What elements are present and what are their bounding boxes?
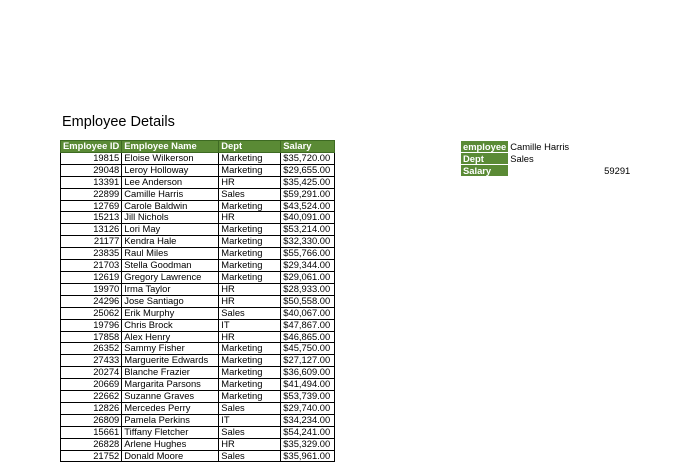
cell-salary[interactable]: $29,061.00 bbox=[281, 271, 335, 283]
cell-employee-id[interactable]: 26809 bbox=[61, 414, 122, 426]
cell-employee-id[interactable]: 15213 bbox=[61, 212, 122, 224]
cell-salary[interactable]: $46,865.00 bbox=[281, 331, 335, 343]
cell-dept[interactable]: Sales bbox=[219, 426, 281, 438]
table-row bbox=[61, 426, 335, 438]
cell-salary[interactable]: $35,329.00 bbox=[281, 438, 335, 450]
table-row bbox=[61, 450, 335, 462]
table-row bbox=[61, 438, 335, 450]
lookup-row-employee bbox=[461, 141, 632, 153]
cell-employee-id[interactable]: 26352 bbox=[61, 343, 122, 355]
table-row bbox=[61, 283, 335, 295]
sheet-title: Employee Details bbox=[62, 114, 175, 130]
lookup-panel bbox=[461, 141, 632, 177]
cell-salary[interactable]: $28,933.00 bbox=[281, 283, 335, 295]
cell-dept[interactable]: Marketing bbox=[219, 391, 281, 403]
cell-salary[interactable]: $53,739.00 bbox=[281, 391, 335, 403]
table-row bbox=[61, 414, 335, 426]
cell-employee-name[interactable]: Jill Nichols bbox=[122, 212, 219, 224]
lookup-dept-label: Dept bbox=[461, 153, 508, 165]
cell-employee-name[interactable]: Irma Taylor bbox=[122, 283, 219, 295]
lookup-salary-value[interactable]: 59291 bbox=[604, 165, 631, 176]
cell-salary[interactable]: $40,067.00 bbox=[281, 307, 335, 319]
cell-dept[interactable]: HR bbox=[219, 295, 281, 307]
table-row bbox=[61, 176, 335, 188]
header-employee-id[interactable]: Employee ID bbox=[61, 141, 122, 153]
table-row bbox=[61, 367, 335, 379]
cell-employee-name[interactable]: Jose Santiago bbox=[122, 295, 219, 307]
table-row bbox=[61, 307, 335, 319]
cell-salary[interactable]: $41,494.00 bbox=[281, 379, 335, 391]
cell-salary[interactable]: $45,750.00 bbox=[281, 343, 335, 355]
table-row bbox=[61, 212, 335, 224]
cell-employee-id[interactable]: 21703 bbox=[61, 260, 122, 272]
cell-employee-id[interactable]: 25062 bbox=[61, 307, 122, 319]
cell-employee-name[interactable]: Camille Harris bbox=[122, 188, 219, 200]
cell-employee-name[interactable]: Chris Brock bbox=[122, 319, 219, 331]
cell-salary[interactable]: $34,234.00 bbox=[281, 414, 335, 426]
table-row bbox=[61, 152, 335, 164]
lookup-row-dept bbox=[461, 153, 632, 165]
cell-employee-name[interactable]: Stella Goodman bbox=[122, 260, 219, 272]
cell-employee-id[interactable]: 19970 bbox=[61, 283, 122, 295]
cell-dept[interactable]: Sales bbox=[219, 402, 281, 414]
cell-employee-name[interactable]: Pamela Perkins bbox=[122, 414, 219, 426]
cell-salary[interactable]: $50,558.00 bbox=[281, 295, 335, 307]
cell-employee-name[interactable]: Marguerite Edwards bbox=[122, 355, 219, 367]
header-employee-name[interactable]: Employee Name bbox=[122, 141, 219, 153]
table-row bbox=[61, 188, 335, 200]
cell-employee-name[interactable]: Blanche Frazier bbox=[122, 367, 219, 379]
lookup-employee-label: employee bbox=[463, 141, 507, 152]
table-row bbox=[61, 391, 335, 403]
table-row bbox=[61, 343, 335, 355]
cell-employee-id[interactable]: 27433 bbox=[61, 355, 122, 367]
cell-employee-id[interactable]: 19815 bbox=[61, 152, 122, 164]
cell-dept[interactable]: HR bbox=[219, 212, 281, 224]
cell-dept[interactable]: Marketing bbox=[219, 379, 281, 391]
table-row bbox=[61, 260, 335, 272]
cell-employee-id[interactable]: 13391 bbox=[61, 176, 122, 188]
cell-dept[interactable]: IT bbox=[219, 319, 281, 331]
cell-salary[interactable]: $29,344.00 bbox=[281, 260, 335, 272]
cell-employee-name[interactable]: Suzanne Graves bbox=[122, 391, 219, 403]
cell-employee-name[interactable]: Gregory Lawrence bbox=[122, 271, 219, 283]
cell-employee-name[interactable]: Carole Baldwin bbox=[122, 200, 219, 212]
cell-employee-id[interactable]: 13126 bbox=[61, 224, 122, 236]
cell-dept[interactable]: Marketing bbox=[219, 260, 281, 272]
cell-employee-name[interactable]: Leroy Holloway bbox=[122, 164, 219, 176]
cell-employee-id[interactable]: 22899 bbox=[61, 188, 122, 200]
header-salary[interactable]: Salary bbox=[281, 141, 335, 153]
cell-employee-name[interactable]: Kendra Hale bbox=[122, 236, 219, 248]
cell-salary[interactable]: $54,241.00 bbox=[281, 426, 335, 438]
cell-employee-name[interactable]: Raul Miles bbox=[122, 248, 219, 260]
cell-dept[interactable]: Marketing bbox=[219, 248, 281, 260]
table-row bbox=[61, 402, 335, 414]
table-row bbox=[61, 331, 335, 343]
table-row bbox=[61, 271, 335, 283]
cell-salary[interactable]: $32,330.00 bbox=[281, 236, 335, 248]
cell-employee-id[interactable]: 21752 bbox=[61, 450, 122, 462]
table-row bbox=[61, 164, 335, 176]
table-header-row bbox=[61, 141, 335, 153]
cell-employee-name[interactable]: Donald Moore bbox=[122, 450, 219, 462]
cell-employee-id[interactable]: 20669 bbox=[61, 379, 122, 391]
cell-dept[interactable]: Marketing bbox=[219, 224, 281, 236]
cell-dept[interactable]: Marketing bbox=[219, 355, 281, 367]
cell-salary[interactable]: $53,214.00 bbox=[281, 224, 335, 236]
cell-dept[interactable]: HR bbox=[219, 283, 281, 295]
cell-salary[interactable]: $36,609.00 bbox=[281, 367, 335, 379]
table-row bbox=[61, 355, 335, 367]
cell-dept[interactable]: Marketing bbox=[219, 343, 281, 355]
cell-employee-id[interactable]: 22662 bbox=[61, 391, 122, 403]
cell-employee-id[interactable]: 17858 bbox=[61, 331, 122, 343]
cell-employee-id[interactable]: 12826 bbox=[61, 402, 122, 414]
cell-salary[interactable]: $35,720.00 bbox=[281, 152, 335, 164]
cell-dept[interactable]: HR bbox=[219, 438, 281, 450]
cell-employee-name[interactable]: Tiffany Fletcher bbox=[122, 426, 219, 438]
employee-table bbox=[60, 140, 335, 462]
cell-employee-id[interactable]: 23835 bbox=[61, 248, 122, 260]
cell-employee-name[interactable]: Margarita Parsons bbox=[122, 379, 219, 391]
cell-dept[interactable]: IT bbox=[219, 414, 281, 426]
cell-dept[interactable]: Sales bbox=[219, 450, 281, 462]
cell-salary[interactable]: $35,425.00 bbox=[281, 176, 335, 188]
table-row bbox=[61, 236, 335, 248]
cell-employee-name[interactable]: Arlene Hughes bbox=[122, 438, 219, 450]
cell-salary[interactable]: $47,867.00 bbox=[281, 319, 335, 331]
cell-salary[interactable]: $59,291.00 bbox=[281, 188, 335, 200]
cell-dept[interactable]: Marketing bbox=[219, 271, 281, 283]
cell-employee-id[interactable]: 12619 bbox=[61, 271, 122, 283]
table-row bbox=[61, 379, 335, 391]
cell-employee-id[interactable]: 21177 bbox=[61, 236, 122, 248]
cell-employee-name[interactable]: Eloise Wilkerson bbox=[122, 152, 219, 164]
cell-employee-id[interactable]: 20274 bbox=[61, 367, 122, 379]
cell-salary[interactable]: $29,740.00 bbox=[281, 402, 335, 414]
cell-dept[interactable]: Sales bbox=[219, 307, 281, 319]
cell-dept[interactable]: Marketing bbox=[219, 164, 281, 176]
cell-employee-id[interactable]: 12769 bbox=[61, 200, 122, 212]
cell-employee-id[interactable]: 24296 bbox=[61, 295, 122, 307]
lookup-salary-label: Salary bbox=[461, 165, 508, 177]
cell-employee-name[interactable]: Alex Henry bbox=[122, 331, 219, 343]
cell-dept[interactable]: Marketing bbox=[219, 200, 281, 212]
cell-dept[interactable]: HR bbox=[219, 176, 281, 188]
cell-salary[interactable]: $35,961.00 bbox=[281, 450, 335, 462]
table-row bbox=[61, 248, 335, 260]
table-row bbox=[61, 224, 335, 236]
lookup-employee-value[interactable]: Camille Harris bbox=[510, 141, 570, 153]
cell-employee-name[interactable]: Mercedes Perry bbox=[122, 402, 219, 414]
cell-salary[interactable]: $40,091.00 bbox=[281, 212, 335, 224]
cell-dept[interactable]: Marketing bbox=[219, 367, 281, 379]
cell-employee-id[interactable]: 19796 bbox=[61, 319, 122, 331]
cell-salary[interactable]: $43,524.00 bbox=[281, 200, 335, 212]
lookup-row-salary bbox=[461, 165, 632, 177]
cell-dept[interactable]: Sales bbox=[219, 188, 281, 200]
cell-employee-name[interactable]: Sammy Fisher bbox=[122, 343, 219, 355]
cell-employee-name[interactable]: Lee Anderson bbox=[122, 176, 219, 188]
cell-dept[interactable]: HR bbox=[219, 331, 281, 343]
cell-salary[interactable]: $29,655.00 bbox=[281, 164, 335, 176]
cell-employee-name[interactable]: Lori May bbox=[122, 224, 219, 236]
cell-employee-name[interactable]: Erik Murphy bbox=[122, 307, 219, 319]
cell-employee-id[interactable]: 29048 bbox=[61, 164, 122, 176]
cell-salary[interactable]: $55,766.00 bbox=[281, 248, 335, 260]
cell-dept[interactable]: Marketing bbox=[219, 152, 281, 164]
cell-dept[interactable]: Marketing bbox=[219, 236, 281, 248]
table-row bbox=[61, 200, 335, 212]
cell-employee-id[interactable]: 15661 bbox=[61, 426, 122, 438]
table-row bbox=[61, 295, 335, 307]
lookup-dept-value[interactable]: Sales bbox=[510, 153, 534, 164]
cell-salary[interactable]: $27,127.00 bbox=[281, 355, 335, 367]
table-row bbox=[61, 319, 335, 331]
header-dept[interactable]: Dept bbox=[219, 141, 281, 153]
cell-employee-id[interactable]: 26828 bbox=[61, 438, 122, 450]
